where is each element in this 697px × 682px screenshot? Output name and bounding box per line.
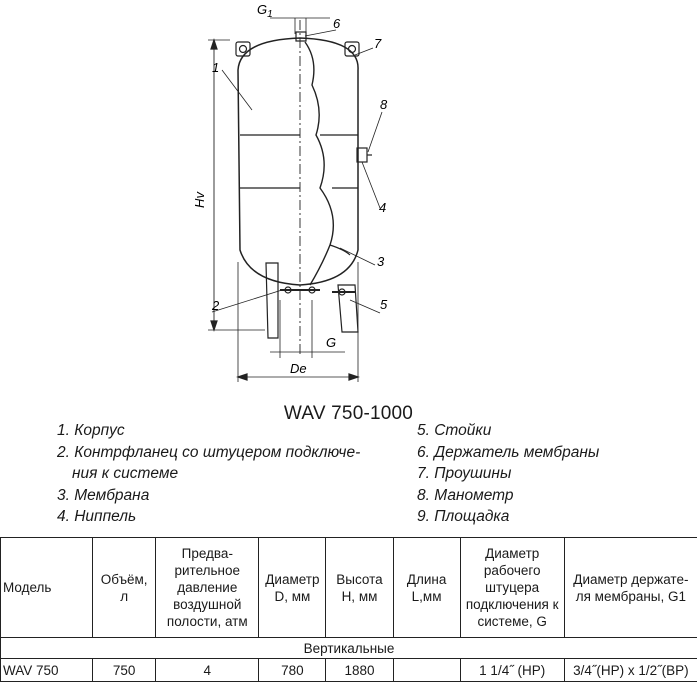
header-cell: Длина L,мм bbox=[393, 538, 460, 638]
cell-model: WAV 750 bbox=[1, 659, 93, 682]
header-cell: Предва-рительное давление воздушной полости, атм bbox=[156, 538, 259, 638]
dimension-hv: Hv bbox=[192, 192, 207, 208]
callout-3: 3 bbox=[377, 254, 385, 269]
header-cell: Модель bbox=[1, 538, 93, 638]
cell-volume: 750 bbox=[93, 659, 156, 682]
header-cell: Диаметр D, мм bbox=[259, 538, 326, 638]
header-cell: Объём, л bbox=[93, 538, 156, 638]
cell-diameter: 780 bbox=[259, 659, 326, 682]
membrane-holder bbox=[296, 32, 306, 41]
dimension-g: G bbox=[326, 335, 337, 350]
membrane-inner bbox=[330, 245, 350, 255]
legend-item: 9. Площадка bbox=[417, 508, 510, 525]
specs-table bbox=[0, 537, 697, 682]
drawing-title: WAV 750-1000 bbox=[283, 403, 414, 424]
legend-item: 7. Проушины bbox=[417, 465, 512, 482]
legend-item: ния к системе bbox=[72, 465, 179, 482]
callout-5: 5 bbox=[380, 297, 388, 312]
cell-height: 1880 bbox=[326, 659, 393, 682]
legend-item: 6. Держатель мембраны bbox=[417, 443, 600, 461]
callout-1: 1 bbox=[212, 60, 220, 75]
leg-left bbox=[266, 263, 278, 338]
legend-item: 2. Контрфланец со штуцером подключе- bbox=[57, 443, 361, 461]
dimension-de: De bbox=[290, 361, 307, 376]
legend-item: 8. Манометр bbox=[417, 486, 514, 504]
legend-item: 4. Ниппель bbox=[57, 508, 137, 525]
table-header-row bbox=[1, 538, 697, 638]
callout-8: 8 bbox=[380, 97, 388, 112]
dimension-g1: $G_1$ bbox=[257, 2, 273, 20]
legend-item: 1. Корпус bbox=[57, 422, 125, 439]
legend-item: 5. Стойки bbox=[417, 422, 492, 439]
header-cell: Диаметр рабочего штуцера подключения к системе, G bbox=[460, 538, 564, 638]
cell-g: 1 1/4˝ (НР) bbox=[460, 659, 564, 682]
callout-7: 7 bbox=[374, 36, 382, 51]
header-cell: Диаметр держате-ля мембраны, G1 bbox=[564, 538, 697, 638]
legend-item: 3. Мембрана bbox=[57, 486, 150, 504]
callout-2: 2 bbox=[212, 298, 220, 313]
legend-left bbox=[57, 420, 402, 528]
callout-6: 6 bbox=[333, 16, 341, 31]
lug-left bbox=[236, 42, 250, 56]
cell-pressure: 4 bbox=[156, 659, 259, 682]
table-group-row bbox=[1, 638, 697, 659]
callout-4: 4 bbox=[379, 200, 387, 215]
membrane-section bbox=[305, 42, 333, 285]
group-label: Вертикальные bbox=[1, 638, 697, 659]
cell-g1: 3/4˝(НР) х 1/2˝(ВР) bbox=[564, 659, 697, 682]
table-row bbox=[1, 659, 697, 682]
legend-right bbox=[417, 420, 687, 528]
header-cell: Высота H, мм bbox=[326, 538, 393, 638]
cell-length bbox=[393, 659, 460, 682]
